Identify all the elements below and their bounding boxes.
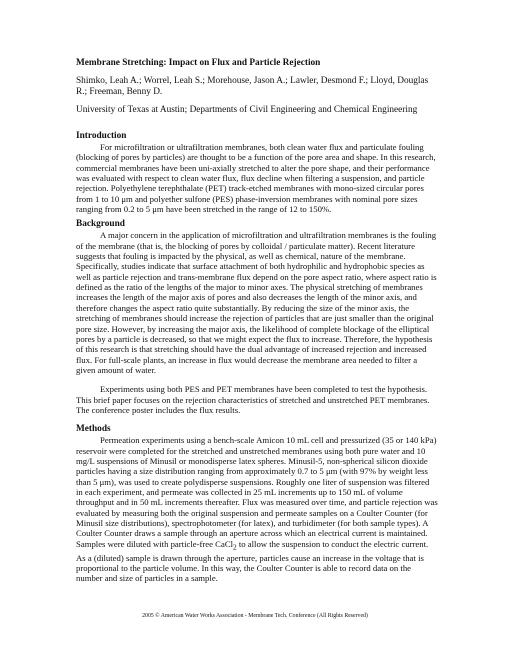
introduction-paragraph: For microfiltration or ultrafiltration membranes, both clean water flux and particulate fouling (blocking of pores by particles) are thought to be a function of the pore area and shape. In this research, commercial membranes have been uni-axially stretched to alter the pore shape, and their performance was evaluated with respect to clean water flux, flux decline when filtering a suspension, and particle rejection. Polyethylene terephthalate (PET) track-etched membranes with mono-sized circular pores from 1 to 10 μm and polyether sulfone (PES) phase-inversion membranes with nominal pore sizes ranging from 0.2 to 5 μm have been stretched in the range of 12 to 150%. (76, 142, 436, 215)
subscript-2: 2 (233, 543, 237, 552)
methods-text-part-2: to allow the suspension to conduct the electric current. As a (diluted) sample is drawn through the aperture, particles cause an increase in the voltage that is proportional to the particle volume. In this way, the Coulter Counter is able to record data on the number and size of particles in a sample. (76, 538, 429, 584)
methods-paragraph (76, 435, 438, 584)
background-paragraph-1: A major concern in the application of microfiltration and ultrafiltration membranes is the fouling of the membrane (that is, the blocking of pores by colloidal / particulate matter). Recent literature suggests that fouling is impacted by the physical, as well as chemical, nature of the membrane. Specifically, studies indicate that surface attachment of both hydrophilic and hydrophobic species as well as particle rejection and trans-membrane flux depend on the pore aspect ratio, where aspect ratio is defined as the ratio of the lengths of the major to minor axes. The physical stretching of membranes increases the length of the major axis of pores and also decreases the length of the minor axis, and therefore changes the aspect ratio quite substantially. By reducing the size of the minor axis, the stretching of membranes should increase the rejection of particles that are just smaller than the original pore size. However, by increasing the major axis, the likelihood of complete blockage of the elliptical pores by a particle is decreased, so that we might expect the flux to increase. Therefore, the hypothesis of this research is that stretching should have the dual advantage of increased rejection and increased flux. For full-scale plants, an increase in flux would decrease the membrane area needed to filter a given amount of water. (76, 230, 437, 375)
heading-methods: Methods (76, 424, 111, 435)
heading-background: Background (76, 219, 125, 230)
heading-introduction: Introduction (76, 131, 127, 141)
background-paragraph-2: Experiments using both PES and PET membranes have been completed to test the hypothesis. This brief paper focuses on the rejection characteristics of stretched and unstretched PET membranes. The conference poster includes the flux results. (76, 384, 430, 415)
copyright-footer: 2005 © American Water Works Association - Membrane Tech. Conference (All Rights Reserved) (142, 613, 368, 619)
author-list: Shimko, Leah A.; Worrel, Leah S.; Morehouse, Jason A.; Lawler, Desmond F.; Lloyd, Douglas R.; Freeman, Benny D. (76, 76, 429, 97)
affiliation: University of Texas at Austin; Departments of Civil Engineering and Chemical Engineering (76, 105, 418, 115)
paper-body (76, 58, 438, 584)
paper-title: Membrane Stretching: Impact on Flux and Particle Rejection (76, 58, 321, 68)
methods-text-part-1: Permeation experiments using a bench-scale Amicon 10 mL cell and pressurized (35 or 140 kPa) reservoir were completed for the stretched and unstretched membranes using both pure water and 10 mg/L suspensions of Minusil or monodisperse latex spheres. Minusil-5, non-spherical silicon dioxide particles having a size distribution ranging from approximately 0.7 to 5 μm (with 97% by weight less than 5 μm), was used to create polydisperse suspensions. Roughly one liter of suspension was filtered in each experiment, and permeate was collected in 25 mL increments up to 150 mL of volume throughput and in 50 mL increments thereafter. Flux was measured over time, and particle rejection was evaluated by measuring both the original suspension and permeate samples on a Coulter Counter (for Minusil size distributions), spectrophotometer (for latex), and turbidimeter (for both sample types). A Coulter Counter draws a sample through an aperture across which an electrical current is maintained. Samples were diluted with particle-free CaCl (76, 435, 438, 549)
